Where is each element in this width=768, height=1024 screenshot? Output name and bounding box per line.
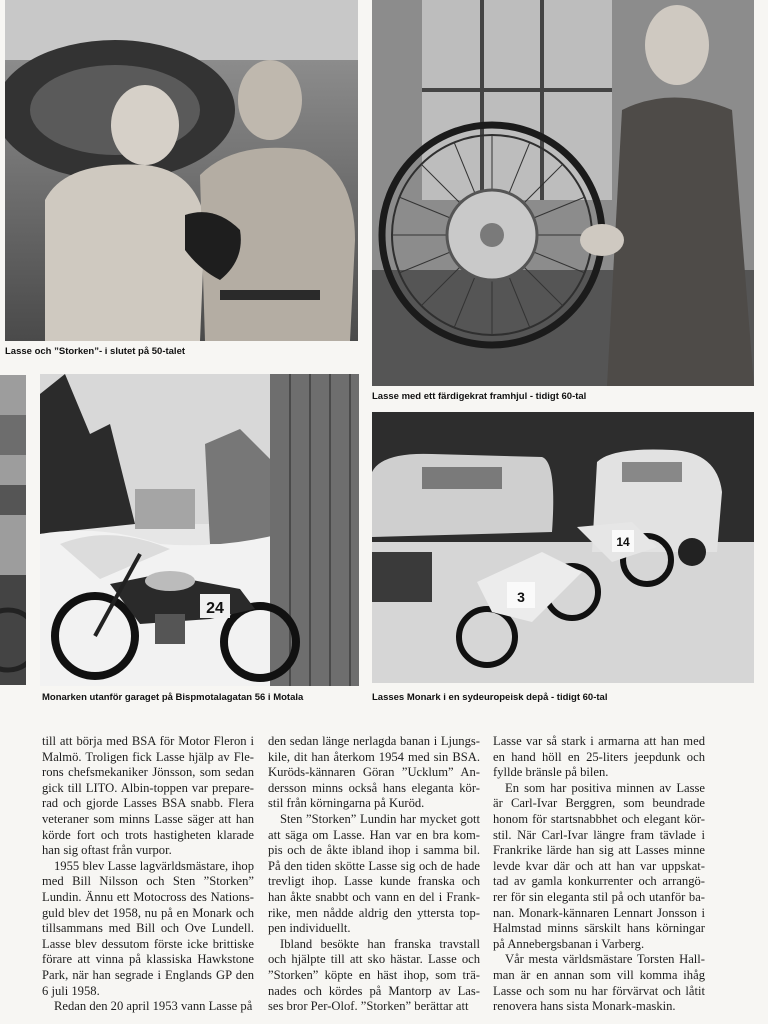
paragraph (493, 734, 705, 781)
text-line: tillsammans med Bill och Ove Lundell. (42, 921, 254, 936)
text-line: pen individuellt. (268, 921, 351, 936)
text-line: tad av gamla konkurrenter och arrangö- (493, 874, 705, 889)
photo-monarken-garaget (40, 374, 359, 686)
text-line: rike, men nådde aldrig den yttersta top- (268, 905, 480, 920)
text-line: kile, dit han återkom 1954 med sin BSA. (268, 749, 480, 764)
photo-lasse-med-framhjul (372, 0, 754, 386)
text-line: den sedan länge nerlagda banan i Ljungs- (268, 734, 480, 748)
photo-lasse-och-storken (5, 0, 358, 341)
text-line: ses bror Per-Olof. ”Storken” berättar att (268, 999, 469, 1014)
race-number-24: 24 (206, 600, 224, 617)
caption-photo-2: Lasse med ett färdigekrat framhjul - tidigt 60-tal (372, 391, 587, 402)
text-line: han åkte snabbt och vann en del i Frank- (268, 889, 480, 904)
text-line: fyllde bränsle på bilen. (493, 765, 609, 780)
text-line: är Carl-Ivar Berggren, som beundrade (493, 796, 705, 811)
text-line: Lasse blev dessutom förste icke brittiske (42, 936, 254, 951)
paragraph (493, 781, 705, 953)
text-line: pis och de åkte ibland ihop i samma bil. (268, 843, 480, 858)
text-line: Lasse och som nu har förvärvat och låtit (493, 983, 705, 998)
paragraph (268, 812, 480, 937)
text-line: nades och kördes på Mantorp av Las- (268, 983, 480, 998)
text-line: Vår mesta världsmästare Torsten Hall- (505, 952, 705, 967)
text-line: Frankrike lärde han sig att Lasses minne (493, 843, 705, 858)
text-column-2 (268, 734, 480, 1015)
text-line: levde kvar där och att han var uppskat- (493, 858, 705, 873)
race-number-3: 3 (517, 589, 525, 605)
photo-monark-depa (372, 412, 754, 683)
text-line: Malmö. Troligen fick Lasse hjälp av Fle- (42, 749, 254, 764)
text-line: Kuröds-kännaren Göran ”Ucklum” An- (268, 765, 480, 780)
paragraph (268, 937, 480, 1015)
text-line: stil från körningarna på Kuröd. (268, 796, 425, 811)
text-line: han sig oftast från vurpor. (42, 843, 172, 858)
paragraph (42, 859, 254, 999)
caption-photo-4: Lasses Monark i en sydeuropeisk depå - tidigt 60-tal (372, 692, 608, 703)
text-line: veteraner som minns Lasse säger att han (42, 811, 254, 826)
text-line: förare att vinna på klassiska Hawkstone (42, 952, 254, 967)
paragraph (268, 734, 480, 812)
text-line: Lundin. Ännu ett Motocross des Nations- (42, 889, 254, 904)
text-line: guld blev det 1958, nu på en Monark och (42, 905, 254, 920)
caption-photo-3: Monarken utanför garaget på Bispmotalagatan 56 i Motala (42, 692, 304, 703)
text-line: en hand höll en 25-liters jeepdunk och (493, 749, 705, 764)
text-line: Redan den 20 april 1953 vann Lasse på (54, 999, 253, 1014)
text-line: och hjälpte till att sko hästar. Lasse och (268, 952, 480, 967)
text-line: Park, när han segrade i Englands GP den (42, 967, 254, 982)
text-line: 1955 blev Lasse lagvärldsmästare, ihop (54, 858, 254, 873)
text-line: man är en annan som vill komma ihåg (493, 967, 705, 982)
text-line: körde fort och trots hastigheten klarade (42, 827, 254, 842)
text-line: rad och gjorde Lasses BSA snabb. Flera (42, 796, 254, 811)
paragraph (42, 999, 254, 1015)
text-line: rer för sin eleganta stil på och utanför ba- (493, 889, 705, 904)
text-line: trevligt ihop. Lasse kunde franska och (268, 874, 480, 889)
text-line: på Annebergsbanan i Varberg. (493, 936, 645, 951)
text-line: På den tiden skötte Lasse sig och de hade (268, 858, 480, 873)
text-line: Halmstad minns särskilt hans körningar (493, 921, 705, 936)
text-line: 6 juli 1958. (42, 983, 100, 998)
text-line: med Bill Nilsson och Sten ”Storken” (42, 874, 254, 889)
text-column-1 (42, 734, 254, 1015)
race-number-14: 14 (616, 535, 630, 549)
text-line: Ibland besökte han franska travstall (280, 936, 480, 951)
text-line: rons chefsmekaniker Jönsson, som sedan (42, 765, 254, 780)
text-line: honom för startsnabbhet och elegant kör- (493, 811, 705, 826)
paragraph (42, 734, 254, 859)
text-line: gick till LITO. Albin-toppen var prepare- (42, 780, 254, 795)
caption-photo-1: Lasse och ”Storken”- i slutet på 50-talet (5, 346, 186, 357)
paragraph (493, 952, 705, 1014)
text-line: Sten ”Storken” Lundin har mycket gott (280, 811, 480, 826)
text-line: stil. När Carl-Ivar längre fram tävlade i (493, 827, 705, 842)
text-line: ”Storken” köpte en häst ihop, som trä- (268, 967, 480, 982)
text-line: att säga om Lasse. Han var en bra kom- (268, 827, 480, 842)
photo-edge-fragment (0, 375, 26, 685)
bleed-through-text (660, 690, 760, 730)
text-line: Lasse var så stark i armarna att han med (493, 734, 705, 748)
text-column-3 (493, 734, 705, 1015)
text-line: renovera hans sista Monark-maskin. (493, 999, 676, 1014)
text-line: till att börja med BSA för Motor Fleron i (42, 734, 254, 748)
text-line: dersson minns också hans eleganta kör- (268, 780, 480, 795)
text-line: nan. Monark-kännaren Lennart Jonsson i (493, 905, 705, 920)
text-line: En som har positiva minnen av Lasse (505, 780, 705, 795)
